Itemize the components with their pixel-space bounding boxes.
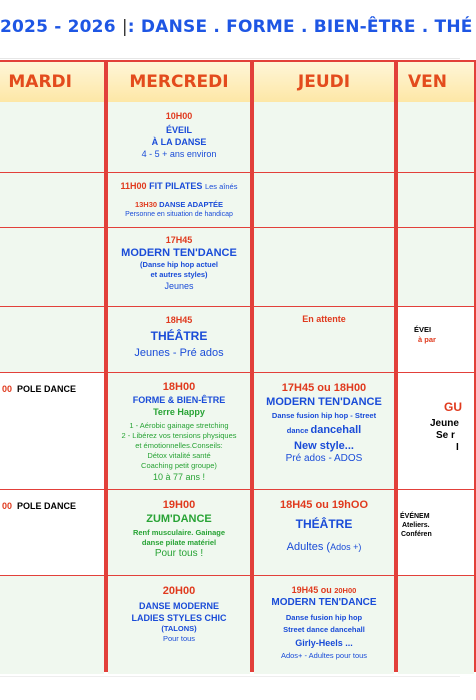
cell-jeudi-3 bbox=[254, 228, 394, 307]
activity-title: DANSE MODERNE bbox=[138, 601, 219, 611]
cell-mardi-7 bbox=[0, 576, 104, 674]
activity-title: THÉÂTRE bbox=[150, 329, 208, 343]
activity-title: MODERN TEN'DANCE bbox=[266, 396, 382, 408]
cell-jeudi-attente bbox=[254, 307, 394, 373]
cell-jeudi-theatre bbox=[254, 490, 394, 576]
day-header-jeudi: JEUDI bbox=[254, 62, 394, 104]
pole-dance-slot-1 bbox=[2, 383, 76, 395]
audience: Personne en situation de handicap bbox=[125, 211, 233, 218]
event-text: ÉVÉNEM bbox=[400, 513, 430, 520]
time: 17H45 ou 18H00 bbox=[281, 382, 367, 394]
event-text: Se r bbox=[436, 430, 455, 441]
cell-jeudi-modern bbox=[254, 373, 394, 490]
audience: Pour tous ! bbox=[154, 548, 204, 559]
cell-mardi-4 bbox=[0, 307, 104, 373]
event-text: GU bbox=[444, 400, 462, 414]
day-header-vendredi: VEN bbox=[398, 62, 474, 104]
time: 11H00 bbox=[120, 181, 147, 191]
audience: Ados+ - Adultes pour tous bbox=[280, 651, 368, 660]
cell-mardi-2 bbox=[0, 173, 104, 228]
audience: 4 - 5 + ans environ bbox=[141, 149, 217, 159]
event-text: Jeune bbox=[430, 418, 459, 429]
time: 20H00 bbox=[334, 586, 357, 595]
cell-vendredi-7 bbox=[398, 576, 474, 674]
cell-vendredi-5 bbox=[398, 373, 474, 490]
description: et émotionnelles.Conseils: bbox=[135, 441, 223, 450]
description: 2 - Libérez vos tensions physiques bbox=[121, 431, 237, 440]
description: Coaching petit groupe) bbox=[141, 461, 217, 470]
cell-mercredi-forme bbox=[108, 373, 250, 490]
description: dancehall bbox=[310, 424, 362, 436]
description: danse pilate matériel bbox=[141, 538, 217, 547]
title-disciplines: : DANSE . FORME . BIEN-ÊTRE . THÉ bbox=[127, 17, 473, 37]
cell-jeudi-2 bbox=[254, 173, 394, 228]
audience: Pour tous bbox=[162, 634, 196, 643]
description: dance bbox=[286, 426, 311, 435]
cell-mardi-1 bbox=[0, 102, 104, 173]
cell-mardi-5 bbox=[0, 373, 104, 490]
cell-vendredi-2 bbox=[398, 173, 474, 228]
audience: Adultes ( bbox=[286, 541, 331, 553]
cell-mercredi-pilates bbox=[108, 173, 250, 228]
audience: Jeunes - Pré ados bbox=[134, 347, 224, 359]
description: Détox vitalité santé bbox=[147, 451, 211, 460]
day-header-mardi: MARDI bbox=[0, 62, 104, 104]
cell-mercredi-modern bbox=[108, 228, 250, 307]
cell-vendredi-1 bbox=[398, 102, 474, 173]
text-cursor: | bbox=[121, 17, 128, 37]
cell-mardi-3 bbox=[0, 228, 104, 307]
time: 20H00 bbox=[162, 585, 196, 597]
event-text: Conféren bbox=[401, 531, 432, 538]
audience: Ados +) bbox=[330, 542, 362, 552]
cell-mercredi-theatre bbox=[108, 307, 250, 373]
time: 18H00 bbox=[162, 381, 196, 393]
description: et autres styles) bbox=[150, 270, 208, 279]
audience: Pré ados - ADOS bbox=[285, 453, 363, 464]
activity-title: LADIES STYLES CHIC bbox=[131, 613, 227, 623]
cell-vendredi-4 bbox=[398, 307, 474, 373]
activity-title: À LA DANSE bbox=[151, 137, 207, 147]
time: 19H45 ou bbox=[291, 585, 335, 595]
column-vendredi bbox=[396, 60, 476, 672]
activity-title: ÉVEIL bbox=[165, 125, 192, 135]
activity-title: FORME & BIEN-ÊTRE bbox=[132, 395, 226, 405]
cell-vendredi-6 bbox=[398, 490, 474, 576]
description: New style... bbox=[294, 440, 354, 452]
event-text: à par bbox=[418, 335, 436, 344]
time: 18H45 ou 19hOO bbox=[279, 499, 369, 511]
activity-title: MODERN TEN'DANCE bbox=[121, 247, 237, 259]
audience: 10 à 77 ans ! bbox=[152, 472, 206, 482]
description: (Danse hip hop actuel bbox=[140, 260, 218, 269]
activity-title: DANSE ADAPTÉE bbox=[159, 200, 224, 209]
column-jeudi bbox=[252, 60, 396, 672]
event-text: I bbox=[456, 442, 459, 453]
description: Renf musculaire. Gainage bbox=[132, 528, 226, 537]
description: Girly-Heels ... bbox=[295, 638, 353, 648]
column-mardi bbox=[0, 60, 106, 672]
event-text: ÉVEI bbox=[414, 325, 432, 334]
time: 00 bbox=[2, 501, 13, 511]
description: Danse fusion hip hop - Street bbox=[271, 411, 377, 420]
page-bottom-line bbox=[0, 676, 460, 677]
activity-subtitle: Terre Happy bbox=[153, 407, 205, 417]
status-note: En attente bbox=[302, 314, 346, 324]
event-text: Ateliers. bbox=[402, 522, 430, 529]
activity-title: THÉÂTRE bbox=[295, 517, 353, 531]
time: 19H00 bbox=[162, 499, 196, 511]
activity: POLE DANCE bbox=[17, 501, 77, 511]
cell-mercredi-eveil bbox=[108, 102, 250, 173]
time: 18H45 bbox=[165, 315, 193, 325]
cell-mardi-6 bbox=[0, 490, 104, 576]
cell-mercredi-danse-moderne bbox=[108, 576, 250, 674]
time: 17H45 bbox=[165, 235, 193, 245]
activity-title: MODERN TEN'DANCE bbox=[271, 597, 377, 608]
column-mercredi bbox=[106, 60, 252, 672]
time: 00 bbox=[2, 384, 13, 394]
description: 1 - Aérobic gainage stretching bbox=[129, 421, 229, 430]
activity-title: (TALONS) bbox=[161, 624, 197, 633]
time: 10H00 bbox=[165, 111, 193, 121]
cell-jeudi-1 bbox=[254, 102, 394, 173]
time: 13H30 bbox=[134, 200, 158, 209]
cell-vendredi-3 bbox=[398, 228, 474, 307]
cell-mercredi-zumdance bbox=[108, 490, 250, 576]
activity-title: ZUM'DANCE bbox=[146, 513, 212, 525]
day-header-mercredi: MERCREDI bbox=[108, 62, 250, 104]
cell-jeudi-modern-adultes bbox=[254, 576, 394, 674]
description: Danse fusion hip hop bbox=[285, 613, 363, 622]
description: Street dance dancehall bbox=[283, 625, 365, 634]
audience: Jeunes bbox=[164, 281, 194, 291]
title-years: 2025 - 2026 bbox=[0, 17, 116, 37]
pole-dance-slot-2 bbox=[2, 500, 76, 512]
activity: POLE DANCE bbox=[17, 384, 77, 394]
activity-title: FIT PILATES bbox=[149, 181, 203, 191]
audience: Les aînés bbox=[204, 182, 238, 191]
